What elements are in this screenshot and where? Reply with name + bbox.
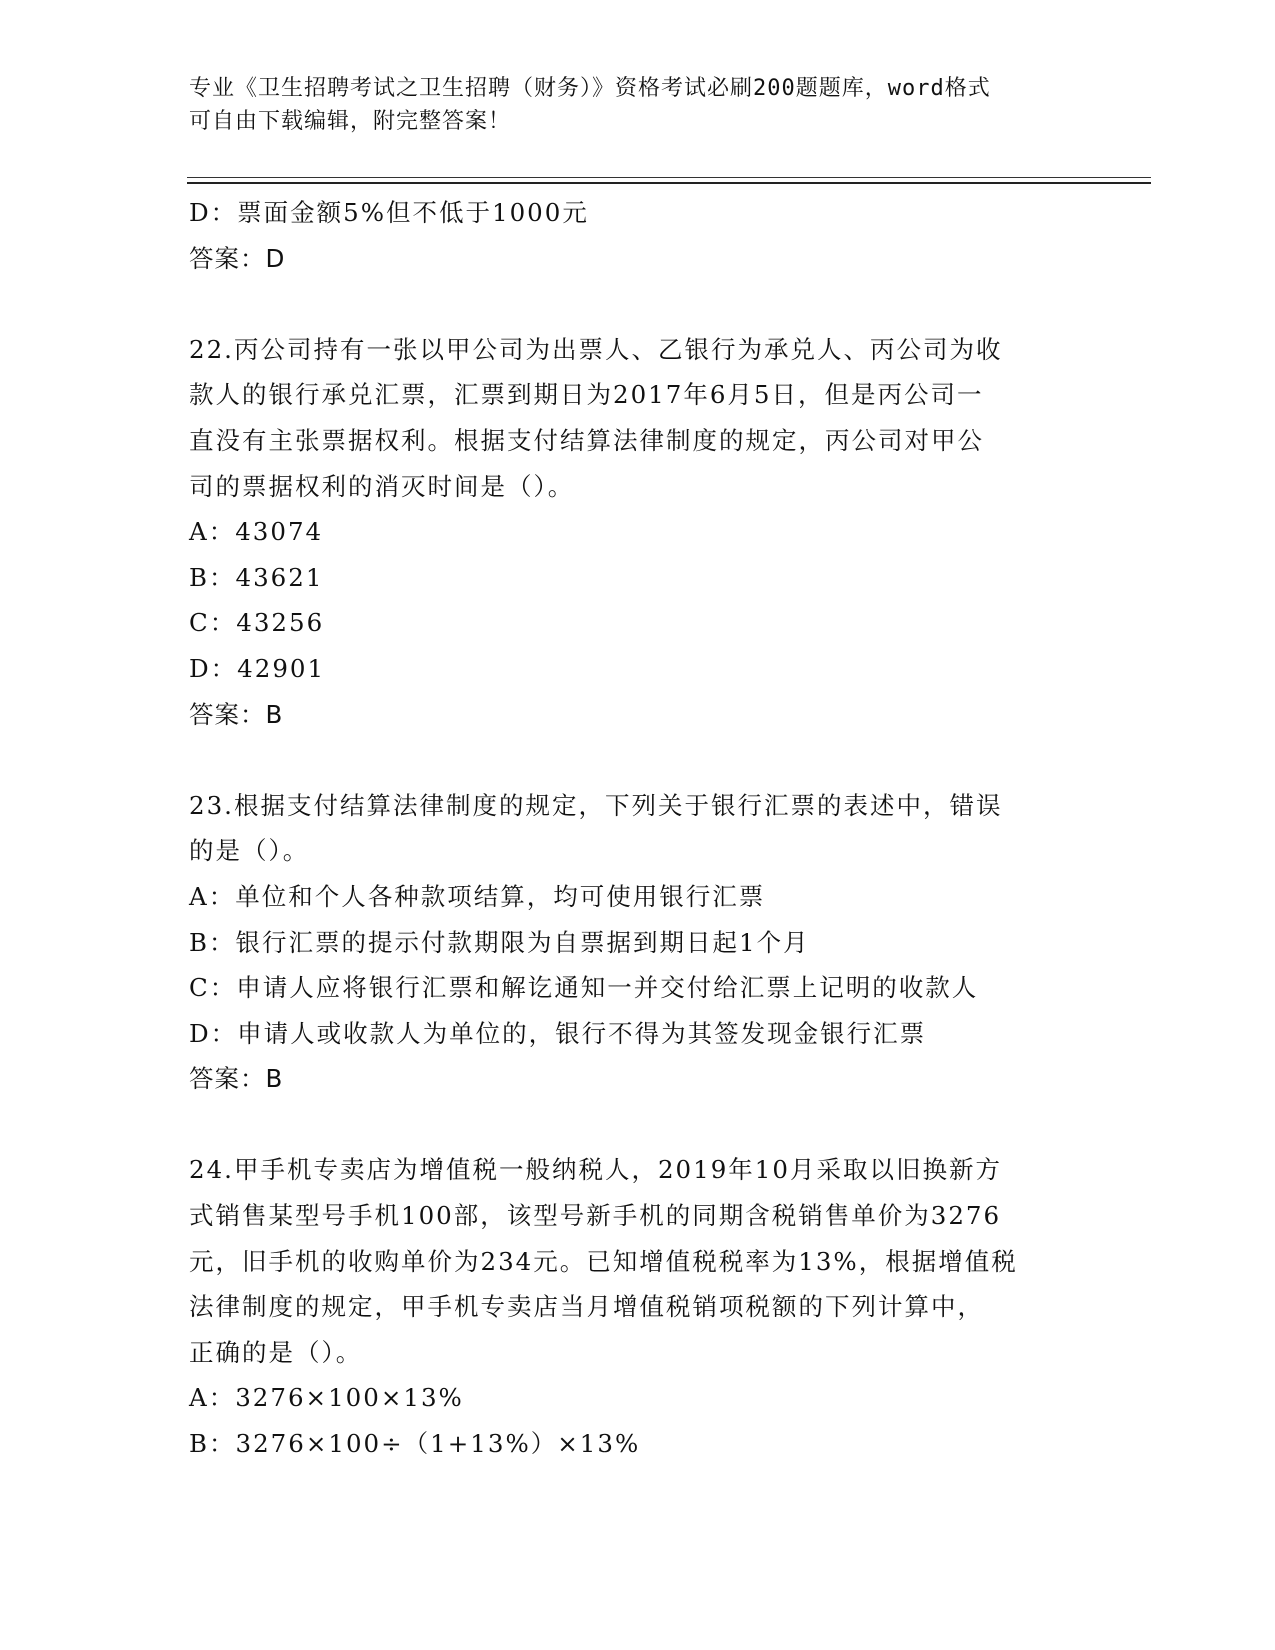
option-d: D：申请人或收款人为单位的，银行不得为其签发现金银行汇票 [189, 1018, 927, 1048]
header-line-2: 可自由下载编辑，附完整答案！ [189, 109, 512, 134]
option-a: A：单位和个人各种款项结算，均可使用银行汇票 [189, 881, 766, 911]
question-22 [189, 327, 1089, 737]
question-text-line: 的是（）。 [189, 836, 310, 866]
document-header [189, 72, 1069, 138]
question-text-line: 24.甲手机专卖店为增值税一般纳税人，2019年10月采取以旧换新方 [189, 1155, 1002, 1185]
question-text-line: 款人的银行承兑汇票，汇票到期日为2017年6月5日，但是丙公司一 [189, 380, 984, 410]
option-b: B：43621 [189, 562, 324, 592]
question-text-line: 司的票据权利的消灭时间是（）。 [189, 471, 575, 501]
question-text-line: 直没有主张票据权利。根据支付结算法律制度的规定，丙公司对甲公 [189, 425, 984, 455]
spacer [189, 281, 1089, 327]
answer: 答案：B [189, 699, 284, 729]
option-d: D：票面金额5%但不低于1000元 [189, 198, 589, 227]
spacer [189, 737, 1089, 783]
document-body [189, 190, 1089, 1467]
option-b: B：3276×100÷（1+13%）×13% [189, 1429, 641, 1459]
option-b: B：银行汇票的提示付款期限为自票据到期日起1个月 [189, 927, 810, 957]
question-text-line: 22.丙公司持有一张以甲公司为出票人、乙银行为承兑人、丙公司为收 [189, 334, 1003, 364]
question-24 [189, 1147, 1089, 1466]
spacer [189, 1102, 1089, 1148]
option-a: A：43074 [189, 517, 324, 547]
question-23 [189, 783, 1089, 1102]
question-text-line: 式销售某型号手机100部，该型号新手机的同期含税销售单价为3276 [189, 1201, 1002, 1231]
option-d: D：42901 [189, 653, 326, 683]
header-divider-thick [187, 182, 1151, 184]
question-text-line: 23.根据支付结算法律制度的规定，下列关于银行汇票的表述中，错误 [189, 790, 1003, 820]
option-c: C：43256 [189, 608, 325, 638]
answer: 答案：B [189, 1064, 284, 1094]
header-line-1: 专业《卫生招聘考试之卫生招聘（财务）》资格考试必刷200题题库，word格式 [189, 76, 991, 101]
question-text-line: 元，旧手机的收购单价为234元。已知增值税税率为13%，根据增值税 [189, 1246, 1018, 1276]
option-c: C：申请人应将银行汇票和解讫通知一并交付给汇票上记明的收款人 [189, 973, 979, 1003]
header-divider-thin [187, 177, 1151, 178]
answer: 答案：D [189, 243, 286, 273]
question-text-line: 正确的是（）。 [189, 1337, 363, 1367]
option-a: A：3276×100×13% [189, 1383, 464, 1413]
question-text-line: 法律制度的规定，甲手机专卖店当月增值税销项税额的下列计算中， [189, 1292, 984, 1322]
